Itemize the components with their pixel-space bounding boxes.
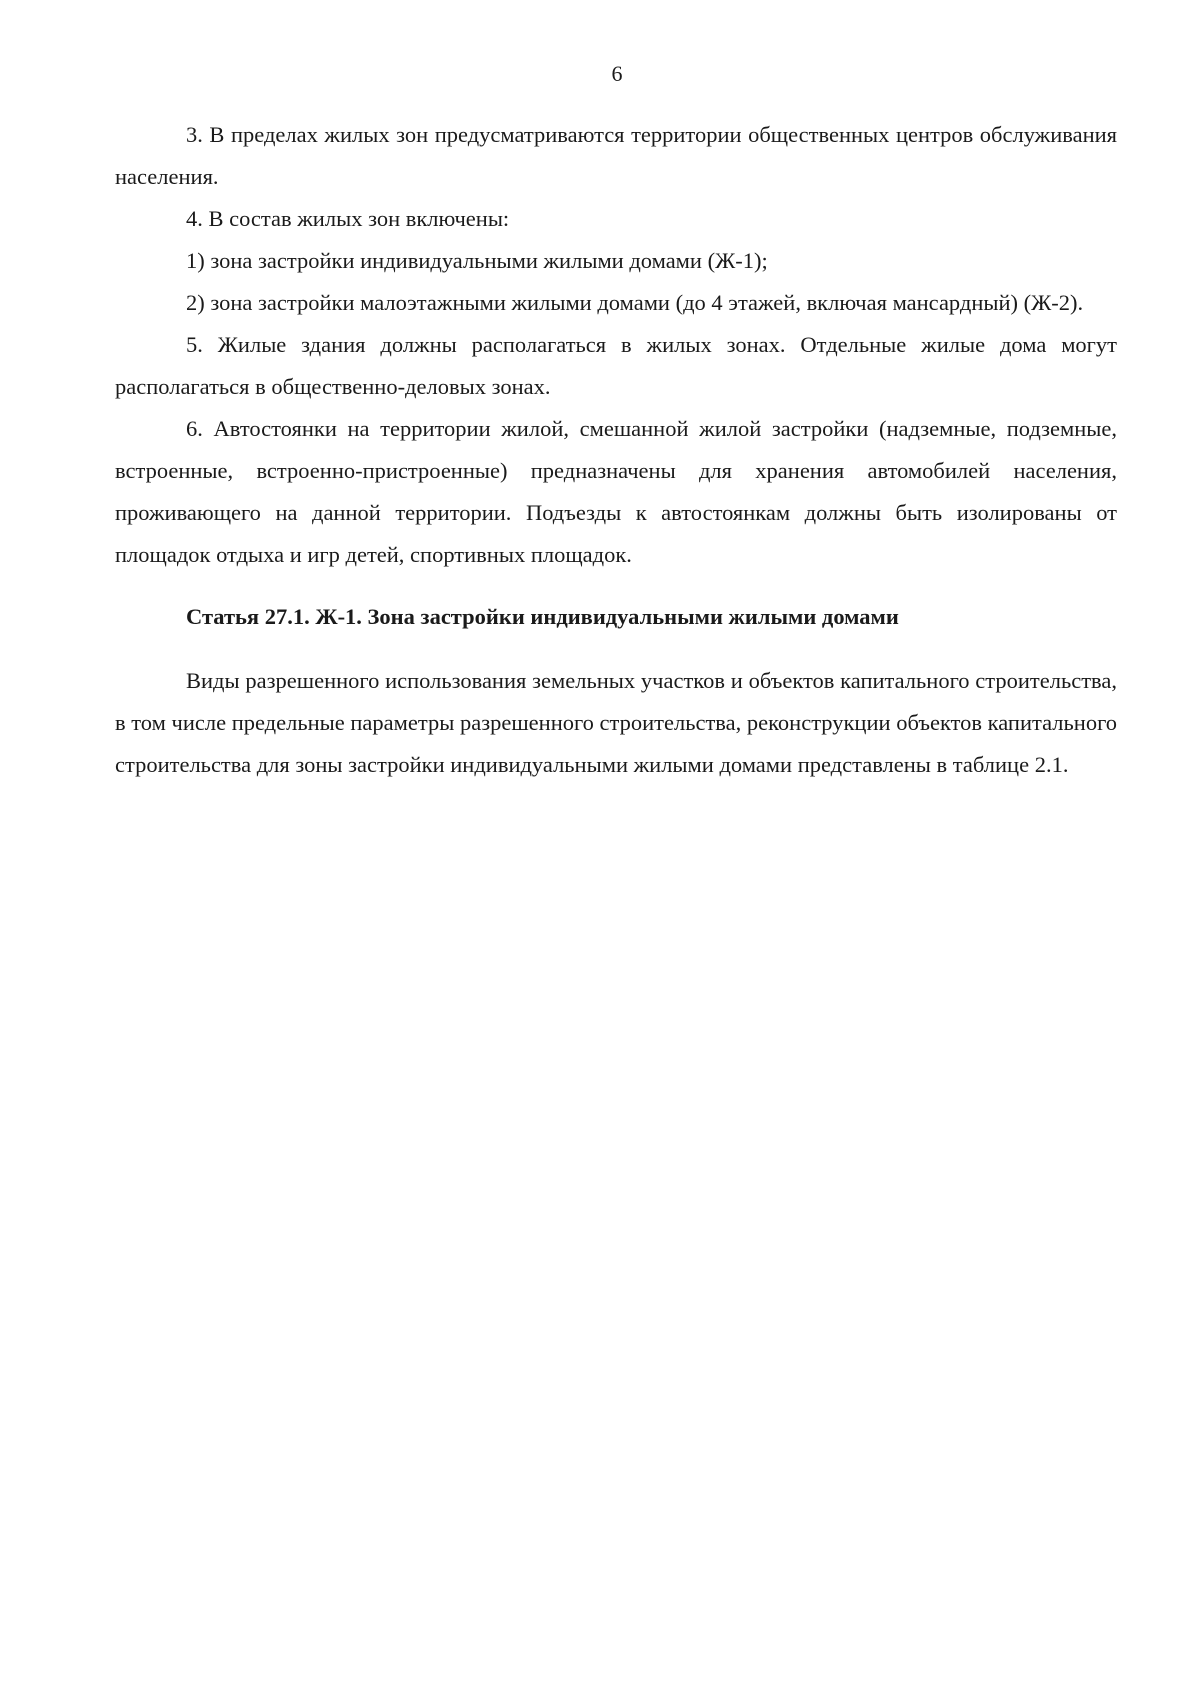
paragraph-item-3: 3. В пределах жилых зон предусматриваются территории общественных центров обслуживания населения. [115,122,1117,189]
paragraph-item-4: 4. В состав жилых зон включены: [186,206,510,231]
article-heading: Статья 27.1. Ж-1. Зона застройки индивидуальными жилыми домами [186,604,899,629]
paragraph-item-6: 6. Автостоянки на территории жилой, смешанной жилой застройки (надземные, подземные, встроенные, встроенно-пристроенные) предназначены для хранения автомобилей населения, проживающего на данной территории. Подъезды к автостоянкам должны быть изолированы от площадок отдыха и игр детей, спортивных площадок. [115,416,1117,567]
paragraph-item-5: 5. Жилые здания должны располагаться в жилых зонах. Отдельные жилые дома могут располагаться в общественно-деловых зонах. [115,332,1117,399]
document-body [115,114,1117,786]
paragraph-subitem-2: 2) зона застройки малоэтажными жилыми домами (до 4 этажей, включая мансардный) (Ж-2). [186,290,1084,315]
page-number: 6 [611,61,623,86]
paragraph-subitem-1: 1) зона застройки индивидуальными жилыми домами (Ж-1); [186,248,768,273]
paragraph-article-body: Виды разрешенного использования земельных участков и объектов капитального строительства, в том числе предельные параметры разрешенного строительства, реконструкции объектов капитального строительства для зоны застройки индивидуальными жилыми домами представлены в таблице 2.1. [115,668,1117,777]
